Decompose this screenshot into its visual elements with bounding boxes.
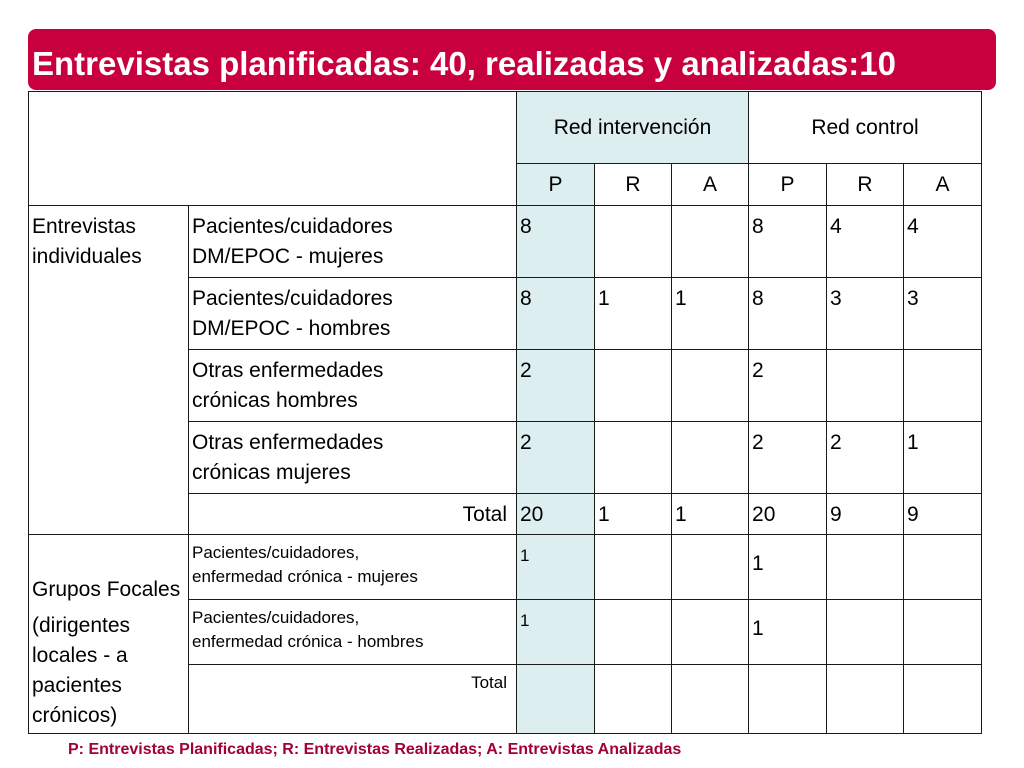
section-label-line: individuales [32, 245, 142, 268]
value-cell: 1 [595, 278, 672, 350]
total-value-cell [595, 665, 672, 734]
row-description-line: DM/EPOC - mujeres [192, 245, 384, 268]
row-description-line: enfermedad crónica - hombres [192, 632, 424, 651]
value-cell: 1 [749, 535, 827, 600]
value-cell [595, 422, 672, 494]
value-cell [595, 535, 672, 600]
value-cell [595, 600, 672, 665]
total-value-cell: 20 [749, 494, 827, 535]
section-label-line: (dirigentes [32, 614, 131, 637]
header-row-groups [29, 92, 982, 164]
value-cell: 8 [517, 278, 595, 350]
total-value-cell [517, 665, 595, 734]
table-row [29, 206, 982, 278]
subcol-intervencion-r: R [595, 164, 672, 206]
value-cell: 1 [517, 600, 595, 665]
footnote-legend: P: Entrevistas Planificadas; R: Entrevistas Realizadas; A: Entrevistas Analizadas [68, 741, 682, 758]
value-cell [672, 350, 749, 422]
value-cell: 4 [827, 206, 904, 278]
row-description-line: DM/EPOC - hombres [192, 317, 391, 340]
section-label-line: crónicos) [32, 704, 118, 727]
row-description [189, 422, 517, 494]
subcol-control-p: P [749, 164, 827, 206]
value-cell: 1 [749, 600, 827, 665]
value-cell [904, 600, 982, 665]
total-value-cell [672, 665, 749, 734]
total-label: Total [189, 494, 517, 535]
value-cell: 3 [904, 278, 982, 350]
total-value-cell [827, 665, 904, 734]
header-red-control: Red control [749, 92, 982, 164]
value-cell: 1 [672, 278, 749, 350]
row-description-line: enfermedad crónica - mujeres [192, 567, 418, 586]
value-cell: 2 [749, 350, 827, 422]
value-cell [595, 206, 672, 278]
value-cell: 2 [749, 422, 827, 494]
total-label: Total [189, 665, 517, 734]
total-value-cell: 9 [904, 494, 982, 535]
total-value-cell: 20 [517, 494, 595, 535]
row-description-line: crónicas mujeres [192, 461, 351, 484]
row-description [189, 278, 517, 350]
row-description-line: crónicas hombres [192, 389, 358, 412]
row-description-line: Pacientes/cuidadores [192, 215, 393, 238]
row-description [189, 600, 517, 665]
section-label-focal [29, 535, 189, 734]
value-cell [827, 535, 904, 600]
value-cell: 8 [749, 278, 827, 350]
value-cell: 8 [749, 206, 827, 278]
section-label-line: locales - a [32, 644, 128, 667]
row-description-line: Otras enfermedades [192, 359, 384, 382]
value-cell [595, 350, 672, 422]
value-cell [827, 600, 904, 665]
section-label-line: Entrevistas [32, 215, 136, 238]
value-cell [904, 350, 982, 422]
value-cell: 2 [827, 422, 904, 494]
section-label-line: Grupos Focales [32, 578, 181, 601]
total-value-cell: 1 [595, 494, 672, 535]
value-cell [904, 535, 982, 600]
value-cell: 2 [517, 350, 595, 422]
value-cell: 8 [517, 206, 595, 278]
value-cell: 1 [904, 422, 982, 494]
section-label-individual [29, 206, 189, 535]
value-cell [672, 206, 749, 278]
row-description-line: Pacientes/cuidadores, [192, 543, 360, 562]
value-cell [672, 600, 749, 665]
header-empty-cell [29, 92, 517, 206]
value-cell [672, 422, 749, 494]
page-title: Entrevistas planificadas: 40, realizadas y analizadas:10 [32, 45, 896, 82]
row-description-line: Pacientes/cuidadores [192, 287, 393, 310]
subcol-intervencion-a: A [672, 164, 749, 206]
row-description [189, 535, 517, 600]
value-cell: 4 [904, 206, 982, 278]
row-description [189, 206, 517, 278]
row-description [189, 350, 517, 422]
interviews-table [28, 91, 982, 734]
row-description-line: Pacientes/cuidadores, [192, 608, 360, 627]
header-red-intervencion: Red intervención [517, 92, 749, 164]
total-value-cell: 1 [672, 494, 749, 535]
value-cell: 3 [827, 278, 904, 350]
subcol-intervencion-p: P [517, 164, 595, 206]
subcol-control-r: R [827, 164, 904, 206]
total-value-cell [904, 665, 982, 734]
value-cell: 2 [517, 422, 595, 494]
value-cell [827, 350, 904, 422]
value-cell: 1 [517, 535, 595, 600]
value-cell [672, 535, 749, 600]
section-label-line: pacientes [32, 674, 122, 697]
subcol-control-a: A [904, 164, 982, 206]
total-value-cell: 9 [827, 494, 904, 535]
row-description-line: Otras enfermedades [192, 431, 384, 454]
table-row [29, 535, 982, 600]
total-value-cell [749, 665, 827, 734]
